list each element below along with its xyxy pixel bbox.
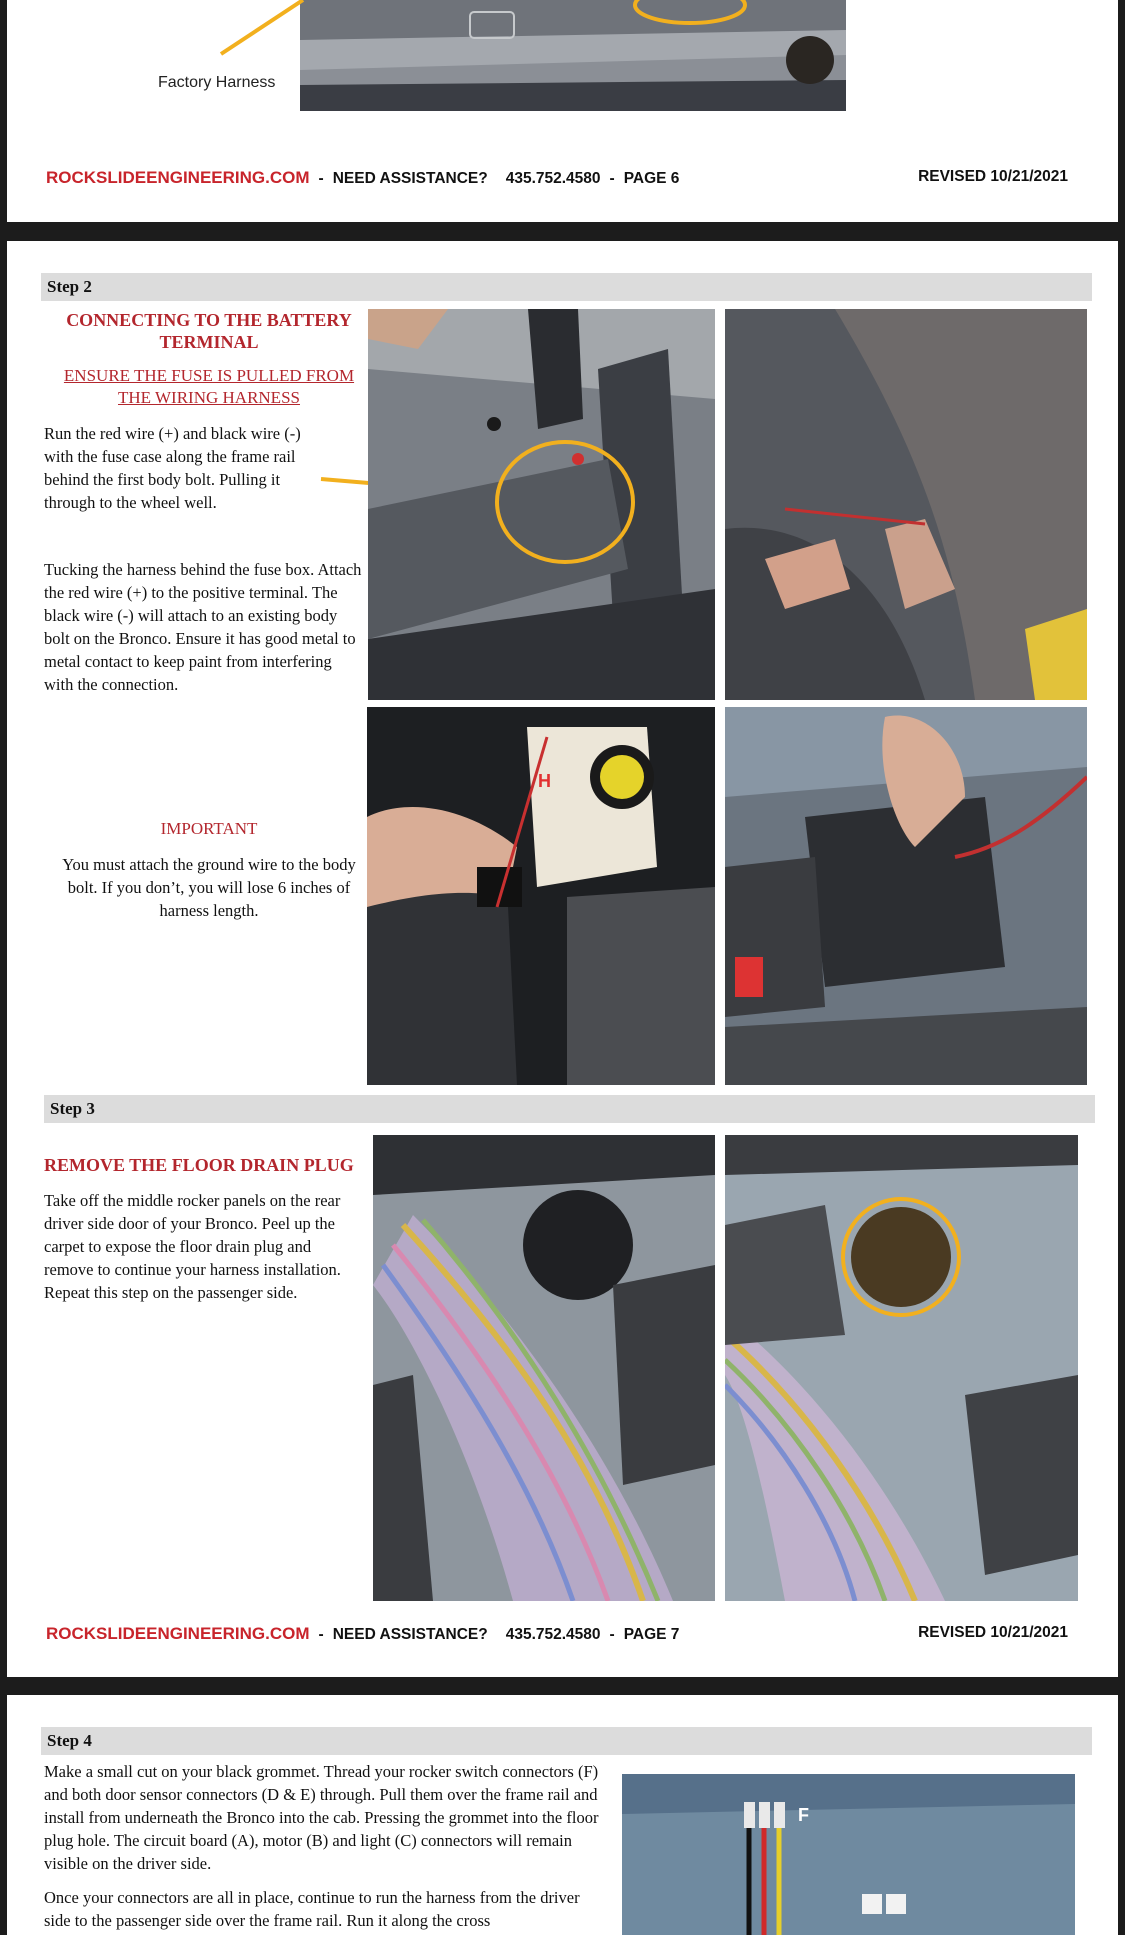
phone-number[interactable]: 435.752.4580 (505, 170, 601, 187)
step-3-heading: REMOVE THE FLOOR DRAIN PLUG (44, 1155, 354, 1175)
step-2-para-1: Run the red wire (+) and black wire (-) with the fuse case along the frame rail behind the first body bolt. Pulling it through to the wheel well. (44, 424, 301, 512)
callout-arrow (207, 0, 317, 60)
revised-date: REVISED 10/21/2021 (918, 1624, 1068, 1641)
step-3-para: Take off the middle rocker panels on the rear driver side door of your Bronco. Peel up the carpet to expose the floor drain plug and remove to continue your harness installation. Repeat this step on the passenger side. (44, 1191, 341, 1302)
page-footer: ROCKSLIDEENGINEERING.COM - NEED ASSISTANCE? 435.752.4580 - PAGE 6 REVISED 10/21/2021 (46, 168, 1068, 187)
photo-rocker-harness (373, 1135, 715, 1601)
important-text: You must attach the ground wire to the body bolt. If you don’t, you will lose 6 inches of harness length. (62, 855, 356, 920)
photo-wheel-well (725, 309, 1087, 700)
step-4-para-2: Once your connectors are all in place, continue to run the harness from the driver side to the passenger side over the frame rail. Run it along the cross (44, 1888, 580, 1930)
site-link[interactable]: ROCKSLIDEENGINEERING.COM (46, 1624, 310, 1643)
site-link[interactable]: ROCKSLIDEENGINEERING.COM (46, 168, 310, 187)
manual-page-7 (7, 241, 1118, 1677)
page-number: PAGE 6 (623, 170, 680, 187)
step-4-para-1: Make a small cut on your black grommet. Thread your rocker switch connectors (F) and both door sensor connectors (D & E) through. Pull them over the frame rail and install from underneath the Bronco into the cab. Pressing the grommet into the floor plug hole. The circuit board (A), motor (B) and light (C) connectors will remain visible on the driver side. (44, 1762, 599, 1873)
manual-page-8 (7, 1695, 1118, 1935)
phone-number[interactable]: 435.752.4580 (505, 1626, 601, 1643)
photo-factory-harness (300, 0, 846, 111)
photo-marker-f: F (798, 1805, 809, 1825)
page-footer: ROCKSLIDEENGINEERING.COM - NEED ASSISTANCE? 435.752.4580 - PAGE 7 REVISED 10/21/2021 (46, 1624, 1068, 1643)
step-2-warning: ENSURE THE FUSE IS PULLED FROM THE WIRING HARNESS (63, 366, 355, 407)
photo-grommet-connectors (622, 1774, 1075, 1935)
photo-marker-h: H (538, 771, 551, 791)
page-number: PAGE 7 (623, 1626, 680, 1643)
assist-label: NEED ASSISTANCE? (332, 1626, 488, 1643)
important-title: IMPORTANT (160, 819, 258, 838)
manual-page-6 (7, 0, 1118, 222)
step-2-bar: Step 2 (41, 273, 1092, 301)
step-3-bar: Step 3 (44, 1095, 1095, 1123)
step-4-bar: Step 4 (41, 1727, 1092, 1755)
photo-frame-rail (368, 309, 715, 700)
step-2-para-2: Tucking the harness behind the fuse box. Attach the red wire (+) to the positive terminal. The black wire (-) will attach to an existing body bolt on the Bronco. Ensure it has good metal to metal contact to keep paint from interfering with the connection. (44, 560, 362, 694)
step-2-heading: CONNECTING TO THE BATTERY TERMINAL (66, 310, 352, 352)
photo-battery-terminal (367, 707, 715, 1085)
photo-fuse-box (725, 707, 1087, 1085)
revised-date: REVISED 10/21/2021 (918, 168, 1068, 185)
photo-floor-drain-plug (725, 1135, 1078, 1601)
assist-label: NEED ASSISTANCE? (332, 170, 488, 187)
callout-factory-harness-label: Factory Harness (158, 74, 276, 91)
